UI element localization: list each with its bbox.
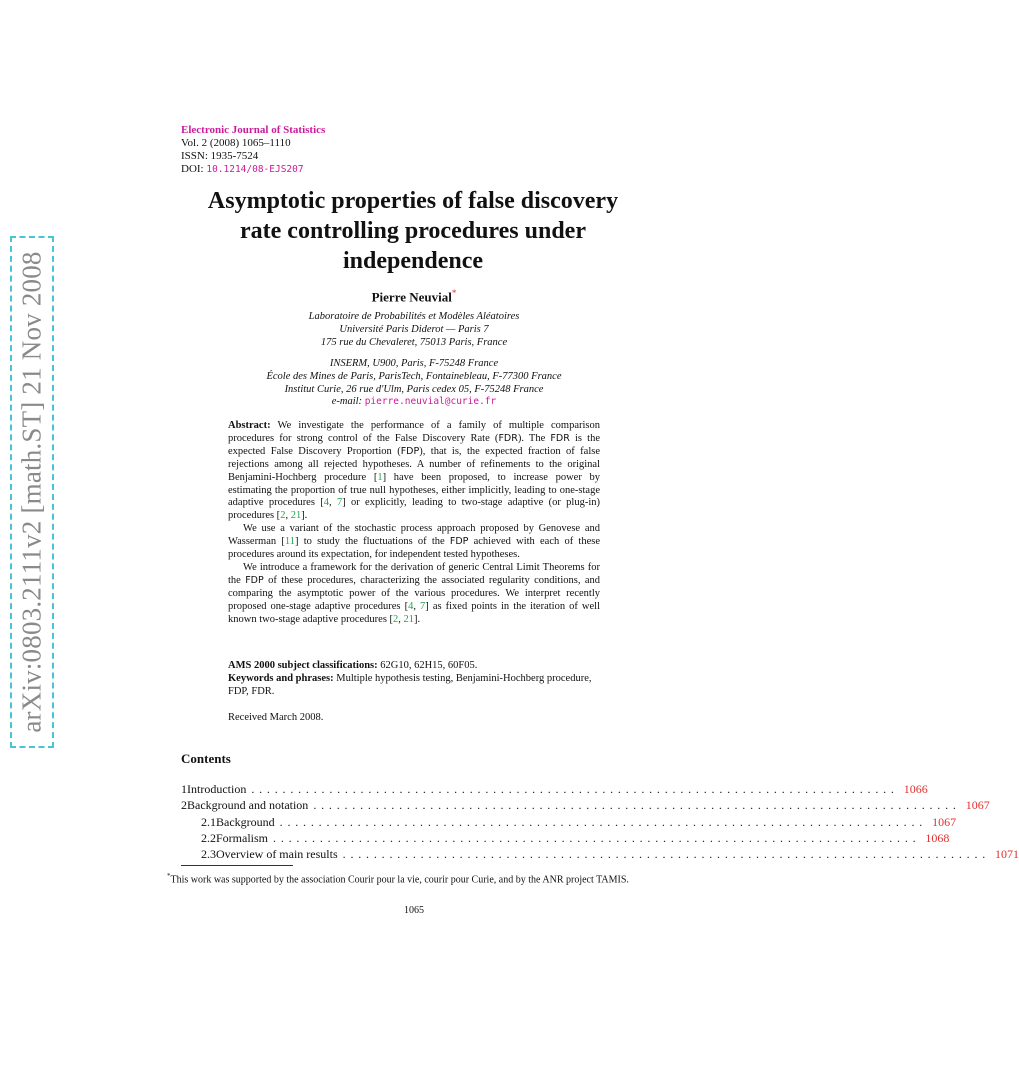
toc-entry[interactable]	[181, 798, 990, 814]
received-date: Received March 2008.	[228, 712, 324, 723]
ams-classification	[228, 660, 600, 673]
keywords-label: Keywords and phrases:	[228, 672, 334, 684]
citation-link[interactable]: 1	[377, 471, 383, 483]
affiliation-line: INSERM, U900, Paris, F-75248 France	[329, 358, 499, 369]
acronym: FDP	[245, 574, 264, 586]
title-line-2: rate controlling procedures under	[240, 218, 586, 244]
toc-entry[interactable]	[181, 782, 928, 798]
toc-title[interactable]: Background and notation	[187, 798, 309, 813]
ams-label: AMS 2000 subject classifications:	[228, 660, 378, 671]
toc-leader: ...................................................................................	[313, 798, 961, 813]
affiliation-1	[0, 311, 828, 349]
abstract-text: We investigate the performance of a family of multiple comparison procedures for strong control of the False Discovery Rate (	[228, 420, 601, 444]
abstract-paragraph-1: Abstract: We investigate the performance of a family of multiple comparison procedures for strong control of the False Discovery Rate (FDR). The FDR is the expected False Discovery Proportion (FDP), that is, the expected fraction of false rejections among all rejected hypotheses. A number of refinements to the original Benjamini-Hochberg procedure [1] have been proposed, to increase power by estimating the proportion of true null hypotheses, either implicitly, leading to one-stage adaptive procedures [4, 7] or explicitly, leading to two-stage adaptive (or plug-in) procedures [2, 21].	[228, 420, 601, 522]
abstract-text: ] to study the fluctuations of the	[294, 536, 450, 548]
journal-name[interactable]: Electronic Journal of Statistics	[181, 124, 326, 136]
doi-link[interactable]: 10.1214/08-EJS207	[206, 164, 304, 175]
abstract-paragraph-3: We introduce a framework for the derivation of generic Central Limit Theorems for the FDP of these procedures, characterizing the associated regularity conditions, and comparing the asymptotic power of the various procedures. We interpret recently proposed one-stage adaptive procedures [4, 7] as fixed points in the iteration of well known two-stage adaptive procedures [2, 21].	[228, 561, 601, 625]
toc-page-link[interactable]: 1066	[903, 782, 928, 796]
affiliation-line: 175 rue du Chevaleret, 75013 Paris, France	[320, 336, 508, 348]
author	[0, 288, 828, 305]
doi-label: DOI:	[181, 163, 204, 175]
arxiv-identifier[interactable]: arXiv:0803.2111v2 [math.ST] 21 Nov 2008	[16, 251, 47, 733]
citation-link[interactable]: 4	[323, 497, 329, 509]
abstract-text: is the expected False Discovery Proportion (	[228, 432, 600, 457]
acronym: FDR	[550, 432, 570, 444]
citation-link[interactable]: 21	[403, 613, 415, 625]
abstract-text: ] or explicitly, leading to two-stage adaptive (or plug-in) procedures [	[228, 497, 601, 522]
abstract-paragraph-2	[228, 523, 600, 562]
table-of-contents	[181, 782, 1019, 863]
email-label: e-mail:	[331, 396, 363, 408]
affiliation-2	[0, 358, 828, 409]
author-name: Pierre Neuvial	[371, 289, 452, 305]
keywords	[228, 673, 600, 699]
abstract-text: of these procedures, characterizing the associated regularity conditions, and comparing the asymptotic power of the various procedures. We interpret recently proposed one-stage adaptive procedures [	[228, 574, 600, 612]
citation-link[interactable]: 7	[420, 600, 426, 612]
abstract-text: ). The	[517, 432, 551, 444]
toc-leader: ...................................................................................	[251, 782, 899, 796]
toc-title[interactable]: Overview of main results	[216, 847, 338, 862]
abstract-text: ].	[414, 613, 421, 625]
toc-number: 2.2	[201, 830, 216, 845]
affiliation-line: Université Paris Diderot — Paris 7	[339, 323, 489, 335]
abstract-text: achieved with each of these procedures around its expectation, for independent tested hypotheses.	[228, 536, 600, 561]
affiliation-line: Laboratoire de Probabilités et Modèles Aléatoires	[308, 311, 520, 322]
footnote-mark: *	[167, 872, 171, 880]
toc-number: 2	[181, 798, 187, 813]
toc-page-link[interactable]: 1067	[932, 814, 957, 829]
abstract-text: ] have been proposed, to increase power by estimating the proportion of true null hypotheses, either implicitly, leading to one-stage adaptive procedures [	[228, 471, 601, 509]
paper-title	[170, 186, 656, 276]
acronym: FDR	[498, 432, 518, 444]
toc-page-link[interactable]: 1071	[995, 847, 1019, 862]
citation-link[interactable]: 7	[336, 497, 343, 509]
toc-title[interactable]: Introduction	[187, 782, 247, 796]
abstract-text: ] as fixed points in the iteration of well known two-stage adaptive procedures [	[228, 600, 601, 625]
abstract-text: We introduce a framework for the derivation of generic Central Limit Theorems for the	[228, 561, 600, 586]
toc-number: 2.1	[201, 814, 216, 829]
toc-title[interactable]: Background	[216, 814, 275, 829]
citation-link[interactable]: 2	[280, 510, 286, 522]
footnote-rule	[181, 865, 293, 866]
journal-doi-line	[181, 163, 325, 176]
toc-leader: ...................................................................................	[279, 814, 928, 829]
journal-volume: Vol. 2 (2008) 1065–1110	[181, 137, 291, 149]
acronym: FDP	[400, 445, 420, 457]
acronym: FDP	[449, 536, 469, 548]
keywords-value: Multiple hypothesis testing, Benjamini-Hochberg procedure, FDP, FDR.	[228, 672, 592, 697]
toc-page-link[interactable]: 1067	[965, 798, 990, 813]
citation-link[interactable]: 11	[284, 536, 295, 548]
toc-entry[interactable]	[181, 847, 1019, 863]
toc-entry[interactable]	[181, 814, 957, 831]
citation-link[interactable]: 21	[290, 510, 302, 522]
classification-block	[228, 660, 600, 699]
toc-number: 1	[181, 782, 187, 796]
journal-header	[181, 124, 325, 176]
contents-heading: Contents	[181, 751, 231, 766]
citation-link[interactable]: 2	[393, 613, 399, 625]
toc-leader: ...................................................................................	[273, 830, 921, 845]
footnote	[167, 870, 651, 886]
title-line-1: Asymptotic properties of false discovery	[207, 188, 619, 214]
toc-entry[interactable]	[181, 830, 950, 847]
toc-page-link[interactable]: 1068	[925, 830, 950, 845]
abstract-text: ].	[301, 510, 308, 522]
title-line-3: independence	[342, 248, 483, 274]
citation-link[interactable]: 4	[408, 600, 414, 612]
abstract-text: ), that is, the expected fraction of false rejections among all rejected hypotheses. A number of refinements to the original Benjamini-Hochberg procedure [	[228, 445, 600, 483]
toc-title[interactable]: Formalism	[216, 830, 269, 845]
affiliation-line: École des Mines de Paris, ParisTech, Fontainebleau, F-77300 France	[266, 370, 562, 382]
abstract	[228, 420, 600, 627]
page-number: 1065	[404, 905, 424, 916]
author-footnote-mark[interactable]: *	[451, 288, 457, 298]
journal-issn: ISSN: 1935-7524	[181, 150, 259, 162]
abstract-text: We use a variant of the stochastic process approach proposed by Genovese and Wasserman [	[228, 523, 600, 548]
email-link[interactable]: pierre.neuvial@curie.fr	[364, 396, 497, 408]
toc-number: 2.3	[201, 847, 216, 862]
affiliation-line: Institut Curie, 26 rue d'Ulm, Paris cedex 05, F-75248 France	[284, 383, 544, 395]
email-line	[0, 396, 828, 409]
footnote-text: This work was supported by the association Courir pour la vie, courir pour Curie, and by the ANR project TAMIS.	[170, 874, 629, 886]
toc-leader: ...................................................................................	[342, 847, 991, 862]
ams-value: 62G10, 62H15, 60F05.	[380, 660, 478, 671]
abstract-label: Abstract:	[228, 420, 271, 431]
